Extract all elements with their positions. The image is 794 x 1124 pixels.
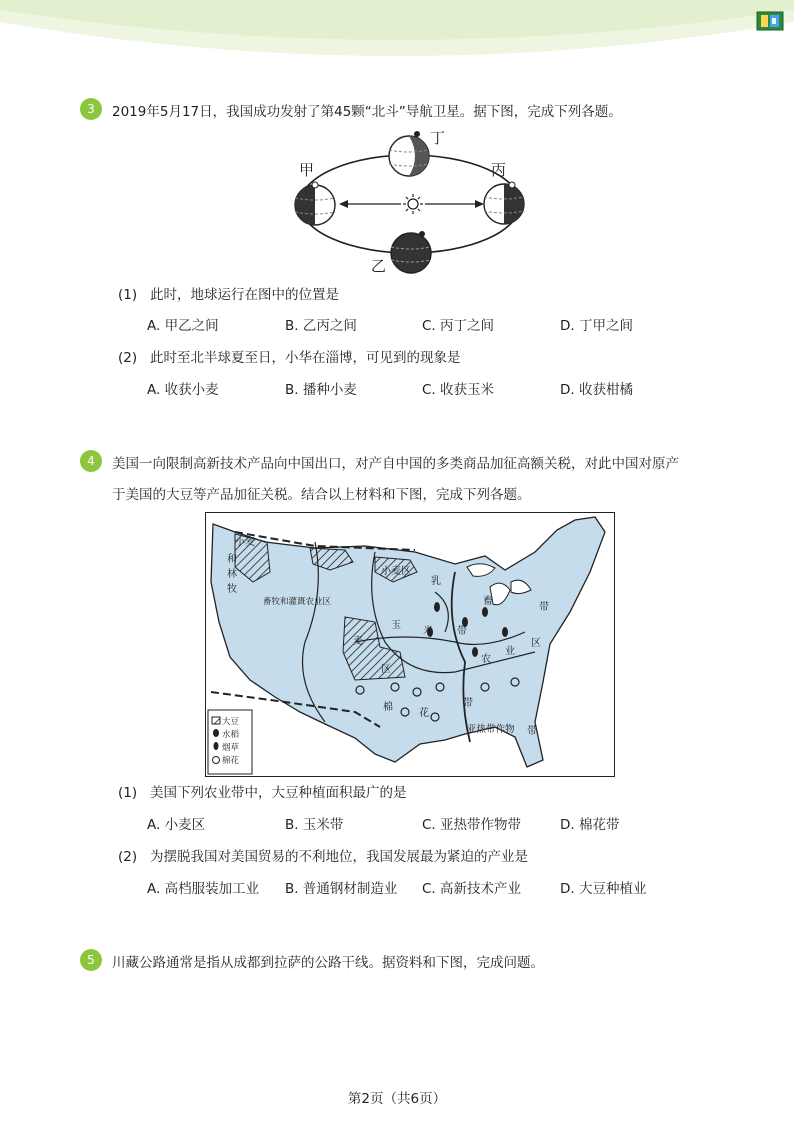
map-label-subtrop-2: 带 bbox=[527, 726, 537, 737]
map-label-grazing: 畜牧和灌溉农业区 bbox=[263, 597, 332, 607]
q4-1-option-c[interactable]: C. 亚热带作物带 bbox=[422, 817, 522, 833]
us-agriculture-map bbox=[205, 512, 615, 777]
sub-text: 为摆脱我国对美国贸易的不利地位，我国发展最为紧迫的产业是 bbox=[150, 849, 528, 865]
q3-2-option-c[interactable]: C. 收获玉米 bbox=[422, 382, 495, 398]
map-label-dairy-1: 乳 bbox=[431, 576, 441, 587]
earth-ding bbox=[389, 131, 429, 176]
map-label-he: 和 bbox=[227, 554, 237, 565]
q4-1-option-a[interactable]: A. 小麦区 bbox=[147, 817, 206, 833]
q4-1-option-b[interactable]: B. 玉米带 bbox=[285, 817, 344, 833]
legend-cotton: 棉花 bbox=[222, 756, 240, 766]
map-label-cotton-3: 带 bbox=[463, 698, 473, 709]
sub-index: (1) bbox=[118, 287, 138, 303]
earth-yi bbox=[391, 231, 431, 273]
map-label-dairy-3: 带 bbox=[539, 602, 549, 613]
label-jia: 甲 bbox=[299, 161, 315, 179]
page-footer: 第2页（共6页） bbox=[347, 1091, 447, 1107]
legend-rice: 水稻 bbox=[222, 730, 240, 740]
q4-1-option-d[interactable]: D. 棉花带 bbox=[560, 817, 620, 833]
sub-index: (2) bbox=[118, 350, 138, 366]
question-4-stem-line2: 于美国的大豆等产品加征关税。结合以上材料和下图，完成下列各题。 bbox=[112, 487, 531, 503]
map-label-subtrop: 亚热带作物 bbox=[467, 724, 515, 735]
q3-sub1 bbox=[118, 285, 339, 305]
sub-text: 此时至北半球夏至日，小华在淄博，可见到的现象是 bbox=[150, 350, 461, 366]
q4-sub2 bbox=[118, 847, 528, 867]
sub-text: 美国下列农业带中，大豆种植面积最广的是 bbox=[150, 785, 407, 801]
map-label-cotton-2: 花 bbox=[419, 708, 429, 719]
q4-2-option-c[interactable]: C. 高新技术产业 bbox=[422, 881, 522, 897]
earth-bing bbox=[484, 182, 524, 224]
question-number-4: 4 bbox=[80, 450, 102, 472]
q3-1-option-b[interactable]: B. 乙丙之间 bbox=[285, 318, 357, 334]
q4-2-option-d[interactable]: D. 大豆种植业 bbox=[560, 881, 647, 897]
label-ding: 丁 bbox=[430, 129, 446, 147]
map-label-wheat-n: 小麦区 bbox=[381, 566, 411, 577]
earth-jia bbox=[295, 182, 335, 225]
map-label-corn-1: 玉 bbox=[391, 620, 401, 631]
map-label-mu: 牧 bbox=[227, 584, 237, 595]
map-label-corn-2: 米 bbox=[423, 626, 433, 637]
q3-2-option-d[interactable]: D. 收获柑橘 bbox=[560, 382, 633, 398]
q3-2-option-b[interactable]: B. 播种小麦 bbox=[285, 382, 357, 398]
legend-tobacco: 烟草 bbox=[222, 743, 240, 753]
label-yi: 乙 bbox=[371, 257, 387, 275]
sub-index: (1) bbox=[118, 785, 138, 801]
q3-sub2 bbox=[118, 348, 461, 368]
q4-2-option-b[interactable]: B. 普通钢材制造业 bbox=[285, 881, 398, 897]
sub-index: (2) bbox=[118, 849, 138, 865]
q3-1-option-c[interactable]: C. 丙丁之间 bbox=[422, 318, 495, 334]
q4-sub1 bbox=[118, 783, 407, 803]
earth-orbit-diagram bbox=[285, 128, 535, 278]
sub-text: 此时，地球运行在图中的位置是 bbox=[150, 287, 339, 303]
q3-2-option-a[interactable]: A. 收获小麦 bbox=[147, 382, 219, 398]
q3-1-option-d[interactable]: D. 丁甲之间 bbox=[560, 318, 633, 334]
question-4-stem-line1: 美国一向限制高新技术产品向中国出口，对产自中国的多类商品加征高额关税，对此中国对原产 bbox=[112, 456, 679, 472]
question-number-5: 5 bbox=[80, 949, 102, 971]
map-label-wheat-c: 麦 bbox=[353, 636, 363, 647]
map-label-wheat-c2: 区 bbox=[381, 664, 391, 675]
sun-icon bbox=[403, 194, 423, 214]
map-label-dairy-2: 畜 bbox=[483, 596, 493, 607]
question-number-3: 3 bbox=[80, 98, 102, 120]
header-arc bbox=[0, 0, 794, 80]
question-3-stem: 2019年5月17日，我国成功发射了第45颗“北斗”导航卫星。据下图，完成下列各题。 bbox=[112, 104, 622, 120]
map-book-icon bbox=[756, 10, 784, 32]
label-bing: 丙 bbox=[491, 161, 507, 179]
map-label-corn-3: 带 bbox=[457, 626, 467, 637]
legend-soybean: 大豆 bbox=[222, 717, 240, 727]
question-5-stem: 川藏公路通常是指从成都到拉萨的公路干线。据资料和下图，完成问题。 bbox=[112, 955, 544, 971]
q3-1-option-a[interactable]: A. 甲乙之间 bbox=[147, 318, 219, 334]
map-label-mixed-3: 区 bbox=[531, 638, 541, 649]
map-label-mixed-1: 农 bbox=[481, 654, 491, 665]
map-label-lin: 林 bbox=[227, 569, 237, 580]
map-label-wheat-nw: 小麦 bbox=[235, 537, 255, 548]
q4-2-option-a[interactable]: A. 高档服装加工业 bbox=[147, 881, 260, 897]
map-label-mixed-2: 业 bbox=[505, 646, 515, 657]
map-label-cotton-1: 棉 bbox=[383, 702, 393, 713]
